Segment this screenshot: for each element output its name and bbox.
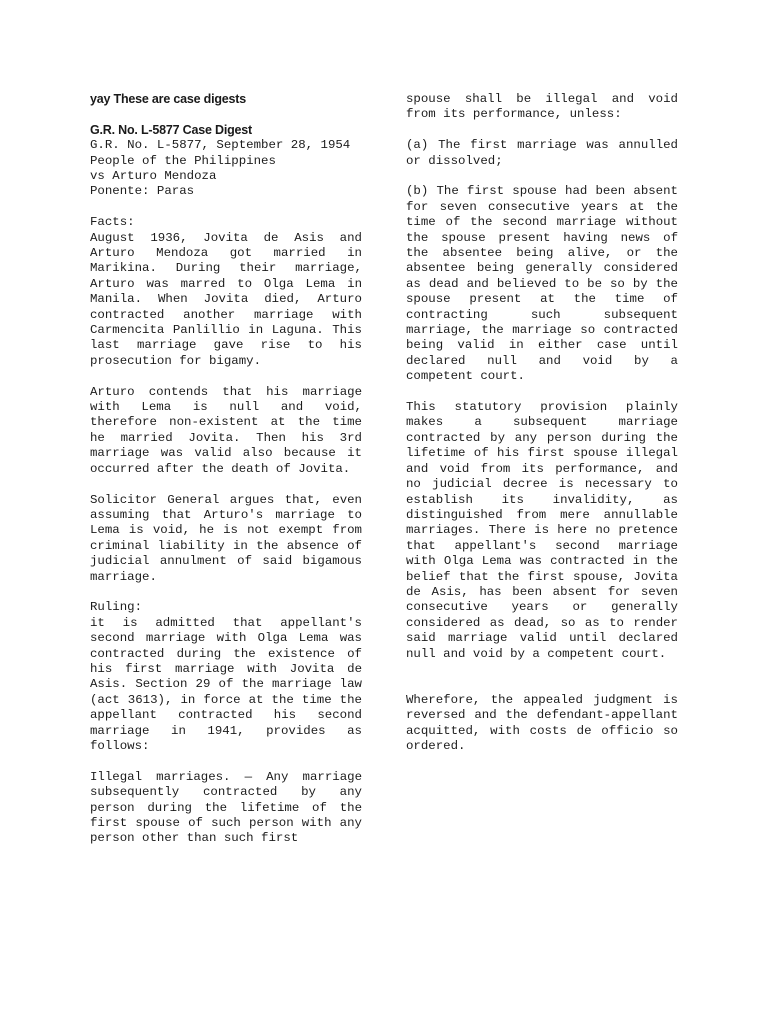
illegal-marriages-paragraph: Illegal marriages. — Any marriage subsequently contracted by any person during the lifetime of the first spouse of such person with any person other than such first [90, 769, 362, 846]
wherefore-paragraph: Wherefore, the appealed judgment is reversed and the defendant-appellant acquitted, with costs de officio so ordered. [406, 692, 678, 753]
case-number-date: G.R. No. L-5877, September 28, 1954 [90, 138, 351, 153]
left-column [90, 92, 362, 862]
ruling-paragraph: it is admitted that appellant's second marriage with Olga Lema was contracted during the existence of his first marriage with Jovita de Asis. Section 29 of the marriage law (act 3613), in force at the time the appellant contracted his second marriage in 1941, provides as follows: [90, 615, 362, 753]
continuation-paragraph: spouse shall be illegal and void from its performance, unless: [406, 92, 678, 122]
statutory-paragraph: This statutory provision plainly makes a subsequent marriage contracted by any person during the lifetime of his first spouse illegal and void from its performance, and no judicial decree is necessary to establish its invalidity, as distinguished from mere annullable marriages. There is here no pretence that appellant's second marriage with Olga Lema was contracted in the belief that the first spouse, Jovita de Asis, has been absent for seven consecutive years or generally considered as dead, so as to render said marriage valid until declared null and void by a competent court. [406, 400, 678, 661]
parties-line-2: vs Arturo Mendoza [90, 169, 217, 184]
right-column [406, 92, 678, 770]
case-digest-heading: G.R. No. L-5877 Case Digest [90, 122, 253, 137]
solicitor-general-paragraph: Solicitor General argues that, even assuming that Arturo's marriage to Lema is void, he is not exempt from criminal liability in the absence of judicial annulment of said bigamous marriage. [90, 492, 362, 584]
facts-label: Facts: [90, 215, 135, 230]
ponente-line: Ponente: Paras [90, 184, 195, 199]
document-title: yay These are case digests [90, 92, 247, 106]
ruling-label: Ruling: [90, 600, 143, 615]
item-b-paragraph: (b) The first spouse had been absent for seven consecutive years at the time of the second marriage without the spouse present having news of the absentee being alive, or the absentee being generally considered as dead and believed to be so by the spouse present at the time of contracting such subsequent marriage, the marriage so contracted being valid in either case until declared null and void by a competent court. [406, 184, 678, 384]
item-a-paragraph: (a) The first marriage was annulled or dissolved; [406, 138, 678, 168]
parties-line-1: People of the Philippines [90, 153, 276, 168]
contention-paragraph: Arturo contends that his marriage with Lema is null and void, therefore non-existent at the time he married Jovita. Then his 3rd marriage was valid also because it occurred after the death of Jovita. [90, 384, 362, 476]
facts-paragraph: August 1936, Jovita de Asis and Arturo Mendoza got married in Marikina. During their marriage, Arturo was marred to Olga Lema in Manila. When Jovita died, Arturo contracted another marriage with Carmencita Panlillio in Laguna. This last marriage gave rise to his prosecution for bigamy. [90, 230, 362, 368]
